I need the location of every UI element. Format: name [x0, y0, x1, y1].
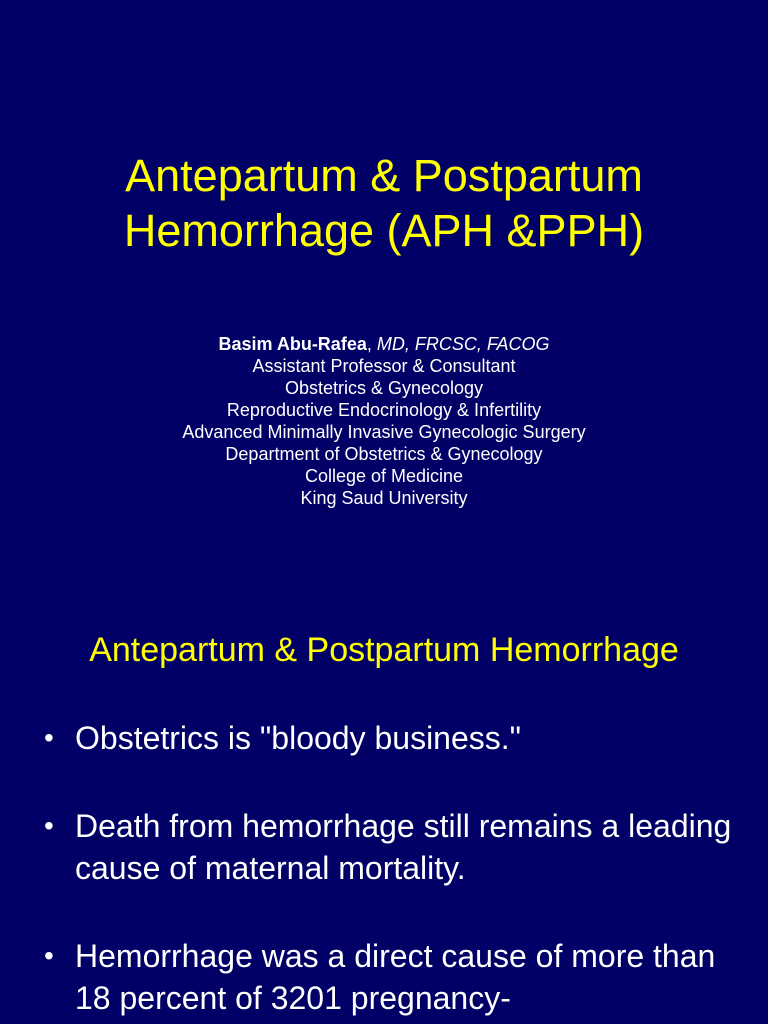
author-name: Basim Abu-Rafea [218, 334, 367, 354]
affiliation-line: Assistant Professor & Consultant [252, 356, 516, 376]
bullet-list [0, 717, 768, 1024]
bullet-text: Death from hemorrhage still remains a leading cause of maternal mortality. [75, 808, 732, 886]
bullet-item [0, 717, 768, 759]
affiliation-line: Obstetrics & Gynecology [284, 378, 484, 398]
affiliation-line: Reproductive Endocrinology & Infertility [226, 400, 542, 420]
bullet-text: Hemorrhage was a direct cause of more than 18 percent of 3201 pregnancy- [75, 938, 716, 1016]
affiliation-line: Advanced Minimally Invasive Gynecologic Surgery [182, 422, 586, 442]
bullet-icon: • [44, 722, 54, 753]
slide-title: Antepartum & Postpartum Hemorrhage [89, 631, 679, 669]
content-slide [0, 576, 768, 1024]
title-line-1: Antepartum & Postpartum [125, 150, 643, 201]
affiliation-line: King Saud University [300, 488, 468, 508]
title-line-2: Hemorrhage (APH &PPH) [123, 205, 645, 256]
author-line [0, 333, 768, 355]
affiliation-line: College of Medicine [304, 466, 464, 486]
bullet-icon: • [44, 810, 54, 841]
bullet-text: Obstetrics is "bloody business." [75, 720, 522, 756]
affiliation-line: Department of Obstetrics & Gynecology [225, 444, 543, 464]
author-credentials: MD, FRCSC, FACOG [376, 334, 550, 354]
bullet-item [0, 805, 768, 889]
presentation-title [0, 148, 768, 258]
author-separator: , [366, 334, 377, 354]
author-block [0, 333, 768, 509]
bullet-item [0, 935, 768, 1019]
bullet-icon: • [44, 940, 54, 971]
